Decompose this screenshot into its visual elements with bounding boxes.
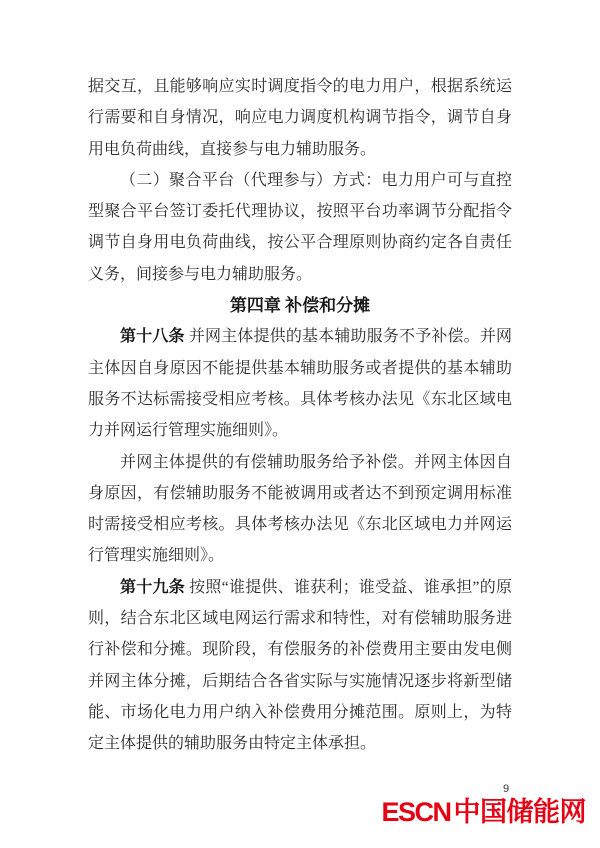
escn-logo-text: ESCN (381, 797, 451, 827)
paragraph-article-19 (88, 572, 512, 760)
paragraph-article-18 (88, 321, 512, 446)
paragraph-paid-services: 并网主体提供的有偿辅助服务给予补偿。并网主体因自身原因，有偿辅助服务不能被调用或者达不到预定调用标准时需接受相应考核。具体考核办法见《东北区域电力并网运行管理实施细则》。 (88, 453, 512, 565)
article-18-text: 并网主体提供的基本辅助服务不予补偿。并网主体因自身原因不能提供基本辅助服务或者提供的基本辅助服务不达标需接受相应考核。具体考核办法见《东北区域电力并网运行管理实施细则》。 (88, 328, 512, 440)
article-19-label: 第十九条 (120, 578, 185, 596)
page-number: 9 (503, 783, 510, 795)
document-body (88, 71, 512, 760)
chapter-heading: 第四章 补偿和分摊 (229, 296, 371, 316)
paragraph-continuation: 据交互，且能够响应实时调度指令的电力用户，根据系统运行需要和自身情况，响应电力调度机构调节指令，调节自身用电负荷曲线，直接参与电力辅助服务。 (88, 78, 512, 158)
article-18-label: 第十八条 (120, 328, 185, 346)
paragraph-aggregation-platform-mode: （二）聚合平台（代理参与）方式：电力用户可与直控型聚合平台签订委托代理协议，按照平台功率调节分配指令调节自身用电负荷曲线，按公平合理原则协商约定各自责任义务，间接参与电力辅助服务。 (88, 171, 512, 283)
escn-watermark-logo (381, 796, 586, 828)
article-19-text: 按照“谁提供、谁获利；谁受益、谁承担”的原则，结合东北区域电网运行需求和特性，对有偿辅助服务进行补偿和分摊。现阶段，有偿服务的补偿费用主要由发电侧并网主体分摊，后期结合各省实际与实施情况逐步将新型储能、市场化电力用户纳入补偿费用分摊范围。原则上，为特定主体提供的辅助服务由特定主体承担。 (88, 578, 512, 753)
site-name-text: 中国储能网 (453, 797, 586, 827)
